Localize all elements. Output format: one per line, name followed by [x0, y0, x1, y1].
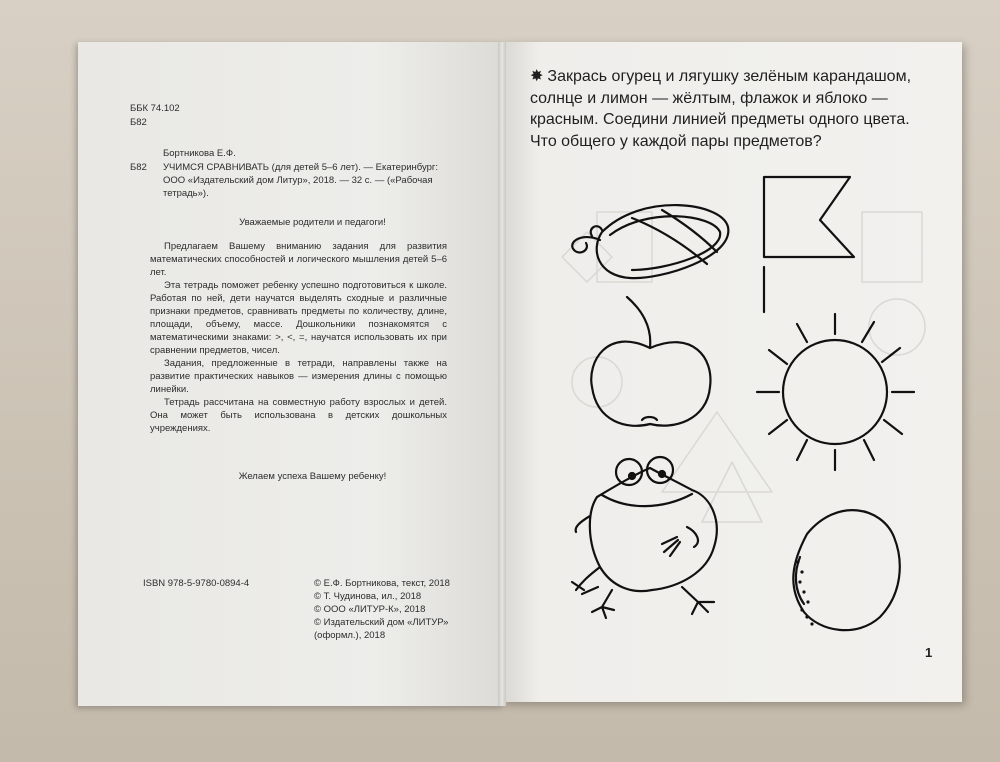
intro-paragraph: Задания, предложенные в тетради, направлены также на развитие практических навыков — измерения длины с помощью линейки. [150, 358, 447, 395]
worksheet-pictures [502, 42, 962, 702]
intro-paragraph: Тетрадь рассчитана на совместную работу взрослых и детей. Она может быть использована в детских дошкольных учреждениях. [150, 397, 447, 434]
frog-icon [572, 457, 717, 618]
bibliographic-record: УЧИМСЯ СРАВНИВАТЬ (для детей 5–6 лет). — Екатеринбург: ООО «Издательский дом Литур», 2018. — 32 с. — («Рабочая тетрадь»). [163, 162, 439, 199]
intro-text [150, 240, 447, 435]
intro-paragraph: Эта тетрадь поможет ребенку успешно подготовиться к школе. Работая по ней, дети научатся выделять сходные и различные признаки предметов, сравнивать предметы по количеству, длине, площади, объему, массе. Дошкольники познакомятся с математическими знаками: >, <, =, научатся использовать их при сравнении предметов, чисел. [150, 280, 447, 356]
task-text: Закрась огурец и лягушку зелёным карандашом, солнце и лимон — жёлтым, флажок и яблоко — красным. Соедини линией предметы одного цвета. Что общего у каждой пары предметов? [530, 68, 912, 150]
catalog-code: Б82 [130, 162, 147, 173]
background-shape [562, 232, 612, 282]
copyright-line: © Т. Чудинова, ил., 2018 [314, 591, 422, 602]
page-number: 1 [925, 645, 933, 660]
flag-icon [764, 177, 854, 312]
intro-paragraph: Предлагаем Вашему вниманию задания для развития математических способностей и логического мышления детей 5–6 лет. [150, 241, 447, 278]
copyright-line: (оформл.), 2018 [314, 630, 386, 641]
apple-icon [591, 297, 710, 426]
copyright-line: © Е.Ф. Бортникова, текст, 2018 [314, 578, 450, 589]
author: Бортникова Е.Ф. [163, 148, 236, 159]
task-marker-icon: ✸ [530, 68, 544, 85]
copyright-line: © Издательский дом «ЛИТУР» [314, 617, 449, 628]
catalog-code-top: Б82 [130, 117, 147, 128]
closing-wish: Желаем успеха Вашему ребенку! [238, 471, 387, 482]
background-shape [869, 299, 925, 355]
sun-icon [757, 314, 914, 470]
background-shape [572, 357, 622, 407]
bbk-code: ББК 74.102 [130, 103, 180, 114]
copyright-line: © ООО «ЛИТУР-К», 2018 [314, 604, 426, 615]
isbn: ISBN 978-5-9780-0894-4 [143, 578, 250, 589]
lemon-icon [793, 510, 899, 630]
background-shape [862, 212, 922, 282]
greeting: Уважаемые родители и педагоги! [239, 217, 386, 228]
copyright-block [314, 577, 450, 642]
